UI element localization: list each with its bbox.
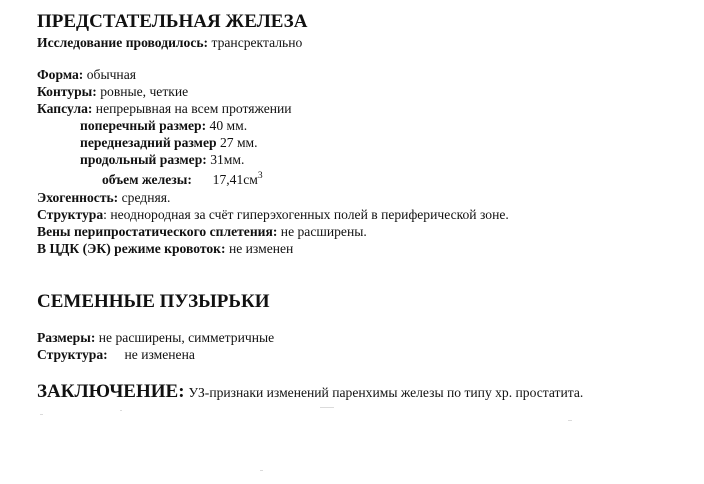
prostate-section-title: ПРЕДСТАТЕЛЬНАЯ ЖЕЛЕЗА <box>37 11 308 32</box>
transverse-size-value: 40 мм. <box>209 118 248 133</box>
capsule-value: непрерывная на всем протяжении <box>95 101 292 116</box>
veins-label: Вены перипростатического сплетения: <box>37 224 278 239</box>
volume-line <box>102 173 263 188</box>
structure-line <box>37 208 509 222</box>
echogenicity-label: Эхогенность: <box>37 190 119 205</box>
capsule-line <box>37 102 292 116</box>
shape-value: обычная <box>86 67 136 82</box>
cdk-value: не изменен <box>228 241 294 256</box>
volume-label: объем железы: <box>102 172 192 187</box>
method-line <box>37 36 302 50</box>
vesicles-structure-line <box>37 348 195 362</box>
structure-value: : неоднородная за счёт гиперэхогенных полей в периферической зоне. <box>103 207 509 222</box>
method-value: трансректально <box>211 35 303 50</box>
scan-artifact <box>320 407 334 408</box>
veins-line <box>37 225 367 239</box>
contours-value: ровные, четкие <box>100 84 189 99</box>
vesicles-section-title: СЕМЕННЫЕ ПУЗЫРЬКИ <box>37 291 270 312</box>
longitudinal-size-label: продольный размер: <box>80 152 207 167</box>
ap-size-label: переднезадний размер <box>80 135 217 150</box>
volume-value: 17,41см <box>212 172 258 187</box>
scan-artifact <box>260 470 263 471</box>
contours-label: Контуры: <box>37 84 97 99</box>
conclusion-line <box>37 382 583 401</box>
shape-line <box>37 68 136 82</box>
contours-line <box>37 85 188 99</box>
scan-artifact <box>568 420 572 421</box>
echogenicity-line <box>37 191 170 205</box>
vesicles-size-line <box>37 331 274 345</box>
scan-artifact <box>120 410 122 411</box>
ap-size-value: 27 мм. <box>219 135 258 150</box>
longitudinal-size-value: 31мм. <box>210 152 245 167</box>
vesicles-size-label: Размеры: <box>37 330 96 345</box>
vesicles-structure-label: Структура: <box>37 347 108 362</box>
vesicles-size-value: не расширены, симметричные <box>98 330 275 345</box>
veins-value: не расширены. <box>280 224 367 239</box>
capsule-label: Капсула: <box>37 101 93 116</box>
echogenicity-value: средняя. <box>121 190 171 205</box>
scan-artifact <box>40 414 43 415</box>
conclusion-label: ЗАКЛЮЧЕНИЕ: <box>37 381 185 402</box>
conclusion-value: УЗ-признаки изменений паренхимы железы по типу хр. простатита. <box>188 385 584 400</box>
longitudinal-size-line <box>80 153 244 167</box>
structure-label: Структура <box>37 207 104 222</box>
transverse-size-line <box>80 119 247 133</box>
vesicles-structure-value: не изменена <box>124 347 195 362</box>
transverse-size-label: поперечный размер: <box>80 118 207 133</box>
cdk-line <box>37 242 293 256</box>
cdk-label: В ЦДК (ЭК) режиме кровоток: <box>37 241 226 256</box>
ap-size-line <box>80 136 258 150</box>
method-label: Исследование проводилось: <box>37 35 209 50</box>
shape-label: Форма: <box>37 67 84 82</box>
volume-exponent: 3 <box>257 171 263 181</box>
